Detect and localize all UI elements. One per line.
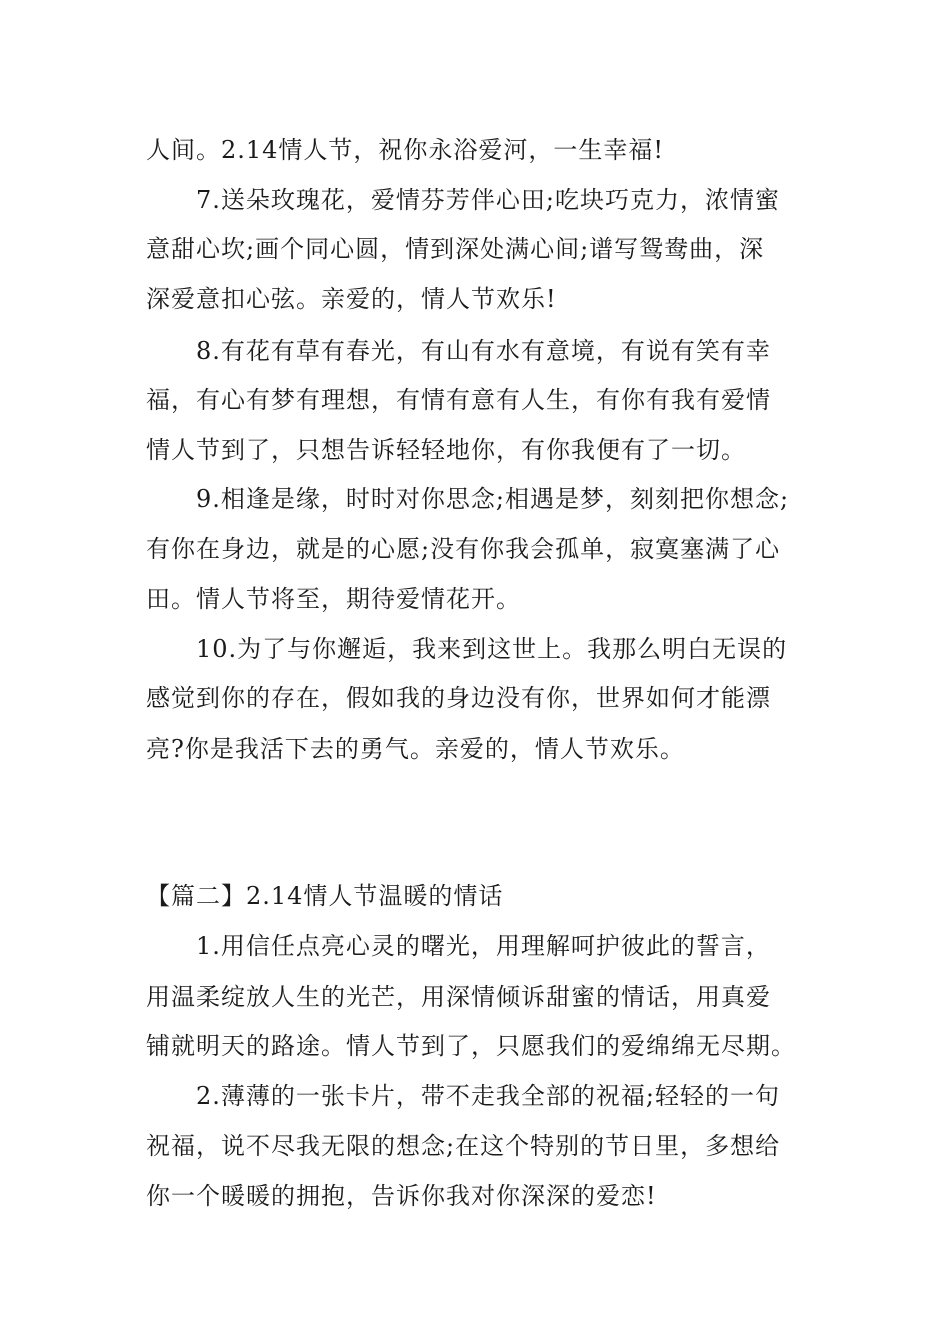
text-line: 感觉到你的存在，假如我的身边没有你，世界如何才能漂 xyxy=(146,684,771,712)
text-line: 有你在身边，就是的心愿;没有你我会孤单，寂寞塞满了心 xyxy=(146,535,781,563)
text-line: 9.相逢是缘，时时对你思念;相遇是梦，刻刻把你想念; xyxy=(196,485,790,513)
text-line: 2.薄薄的一张卡片，带不走我全部的祝福;轻轻的一句 xyxy=(196,1082,780,1110)
text-line: 10.为了与你邂逅，我来到这世上。我那么明白无误的 xyxy=(196,635,788,663)
text-line: 用温柔绽放人生的光芒，用深情倾诉甜蜜的情话，用真爱 xyxy=(146,983,771,1011)
text-line: 情人节到了，只想告诉轻轻地你，有你我便有了一切。 xyxy=(146,436,746,464)
text-line: 你一个暖暖的拥抱，告诉你我对你深深的爱恋! xyxy=(146,1182,657,1210)
text-line: 人间。2.14情人节，祝你永浴爱河，一生幸福! xyxy=(146,136,665,164)
text-line: 意甜心坎;画个同心圆，情到深处满心间;谱写鸳鸯曲，深 xyxy=(146,235,765,263)
text-line: 田。情人节将至，期待爱情花开。 xyxy=(146,585,521,613)
text-line: 福，有心有梦有理想，有情有意有人生，有你有我有爱情 xyxy=(146,386,771,414)
section-heading: 【篇二】2.14情人节温暖的情话 xyxy=(146,882,504,910)
text-line: 铺就明天的路途。情人节到了，只愿我们的爱绵绵无尽期。 xyxy=(146,1032,796,1060)
text-line: 深爱意扣心弦。亲爱的，情人节欢乐! xyxy=(146,285,557,313)
text-line: 8.有花有草有春光，有山有水有意境，有说有笑有幸 xyxy=(196,337,771,365)
text-line: 1.用信任点亮心灵的曙光，用理解呵护彼此的誓言， xyxy=(196,932,771,960)
text-line: 7.送朵玫瑰花，爱情芬芳伴心田;吃块巧克力，浓情蜜 xyxy=(196,186,780,214)
text-line: 亮?你是我活下去的勇气。亲爱的，情人节欢乐。 xyxy=(146,735,685,763)
text-line: 祝福，说不尽我无限的想念;在这个特别的节日里，多想给 xyxy=(146,1132,781,1160)
